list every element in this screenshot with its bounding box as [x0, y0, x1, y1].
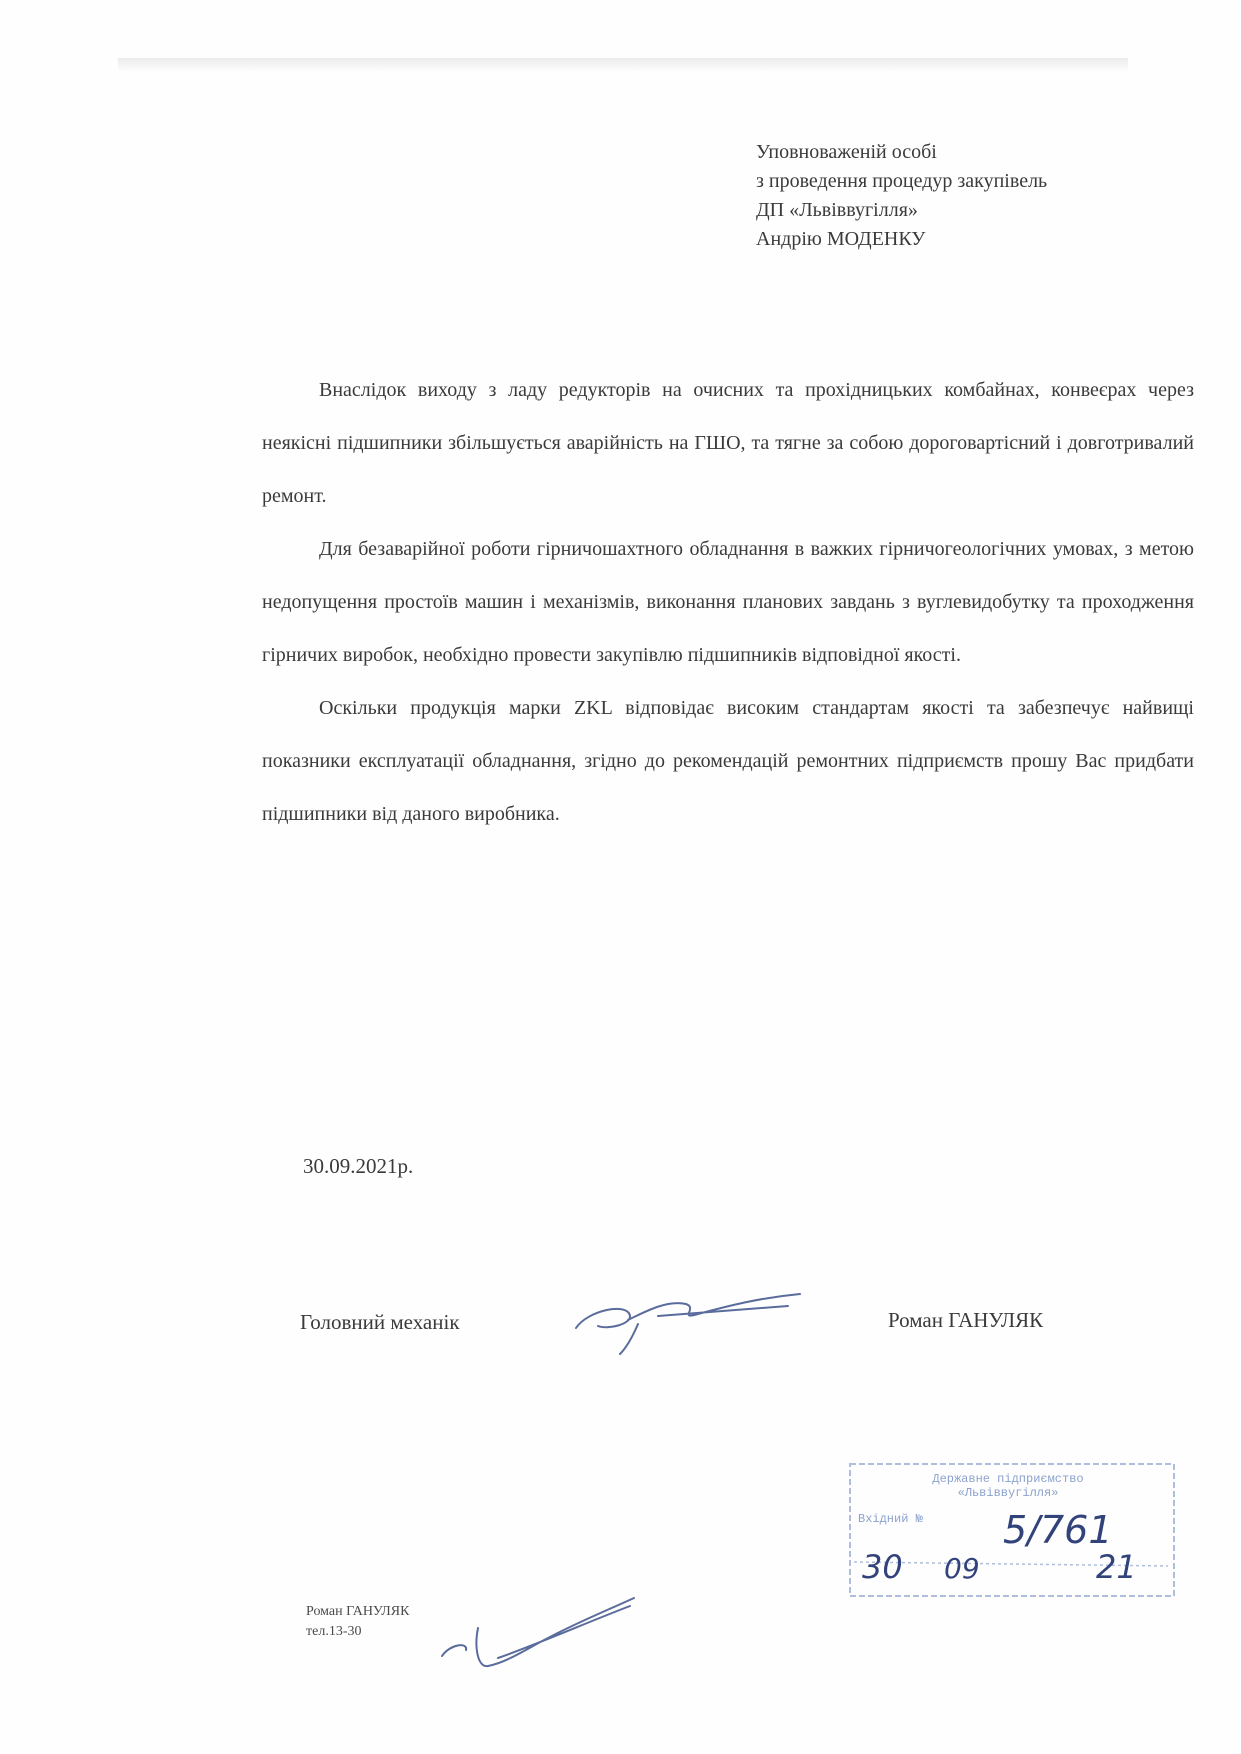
contact-block — [306, 1602, 409, 1642]
body-paragraph-3: Оскільки продукція марки ZKL відповідає високим стандартам якості та забезпечує найвищі показники експлуатації обладнання, згідно до рекомендацій ремонтних підприємств прошу Вас придбати підшипники від даного виробника. — [262, 697, 1194, 825]
signer-title: Головний механік — [300, 1310, 460, 1334]
stamp-label: Вхідний № — [858, 1512, 923, 1526]
signer-name: Роман ГАНУЛЯК — [888, 1308, 1044, 1332]
body-paragraph-2: Для безаварійної роботи гірничошахтного обладнання в важких гірничогеологічних умовах, з метою недопущення простоїв машин і механізмів, виконання планових завдань з вуглевидобутку та проходження гірничих виробок, необхідно провести закупівлю підшипників відповідної якості. — [262, 538, 1194, 666]
handwritten-signature — [568, 1280, 808, 1360]
addressee-line-2: з проведення процедур закупівель — [756, 170, 1048, 192]
body-paragraph-1: Внаслідок виходу з ладу редукторів на очисних та прохідницьких комбайнах, конвеєрах через неякісні підшипники збільшується аварійність на ГШО, та тягне за собою дороговартісний і довготривалий ремонт. — [262, 379, 1194, 507]
scan-edge-shadow — [118, 58, 1128, 72]
stamp-org-name: «Львіввугілля» — [957, 1486, 1059, 1500]
stamp-day: 30 — [862, 1548, 903, 1586]
addressee-block — [756, 138, 1047, 254]
addressee-line-4: Андрію МОДЕНКУ — [756, 228, 926, 250]
letter-body — [262, 364, 1194, 841]
addressee-line-1: Уповноваженій особі — [756, 141, 937, 163]
stamp-number: 5/761 — [1003, 1508, 1113, 1552]
letter-date: 30.09.2021р. — [303, 1154, 414, 1178]
stamp-org-line: Державне підприємство — [932, 1472, 1084, 1486]
stamp-month: 09 — [944, 1552, 980, 1585]
contact-phone: тел.13-30 — [306, 1624, 362, 1639]
contact-name: Роман ГАНУЛЯК — [306, 1604, 410, 1619]
stamp-year: 21 — [1096, 1548, 1137, 1586]
small-signature — [438, 1588, 638, 1678]
addressee-line-3: ДП «Львіввугілля» — [756, 199, 918, 221]
